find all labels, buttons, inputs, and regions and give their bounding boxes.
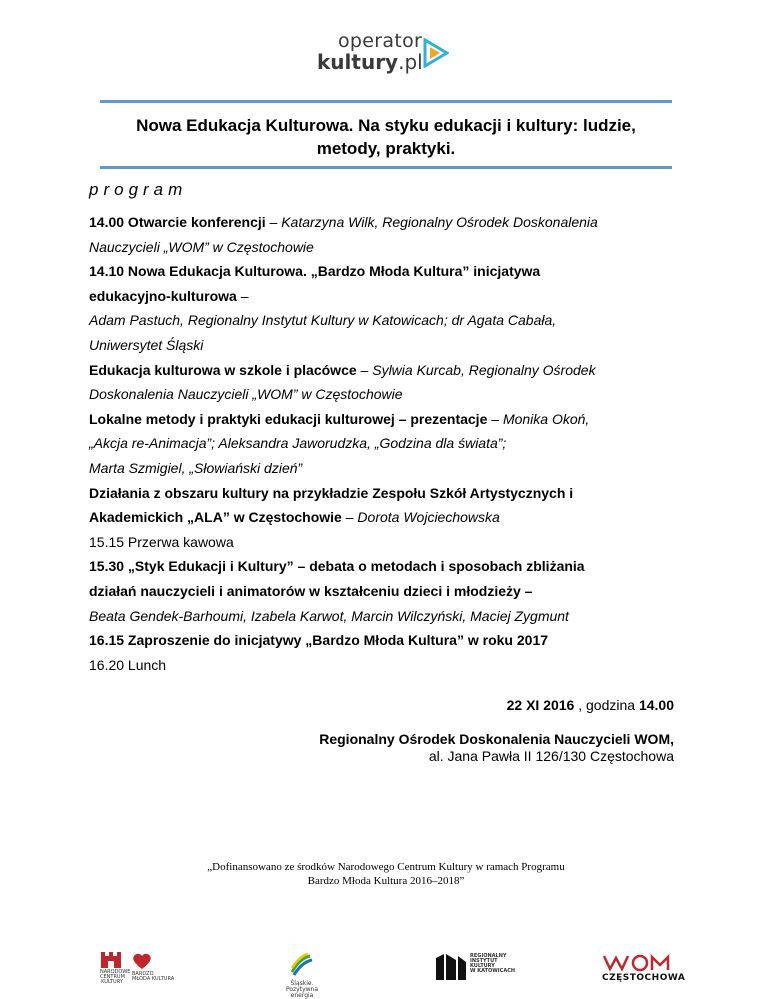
funding-line-2: Bardzo Młoda Kultura 2016–2018”: [307, 875, 465, 887]
program-line-italic: Dorota Wojciechowska: [357, 509, 500, 526]
program-line-sep: –: [341, 509, 358, 526]
slaskie-text: Śląskie. Pozytywna energia: [285, 980, 319, 999]
program-line-plain: 16.20 Lunch: [89, 656, 167, 673]
rik-text: REGIONALNY INSTYTUT KULTURY W KATOWICACH: [470, 953, 516, 974]
sponsor-logos-nck-bmk: [100, 952, 190, 985]
program-line-italic: Monika Okoń,: [502, 410, 590, 427]
event-date: 22 XI 2016 , godzina 14.00: [506, 697, 674, 713]
wom-text: CZĘSTOCHOWA: [602, 973, 686, 983]
program-line: [89, 431, 689, 456]
title-line-2: metody, praktyki.: [316, 139, 456, 158]
program-line: [89, 333, 689, 358]
top-rule: [100, 100, 672, 103]
program-line-bold: 16.15 Zaproszenie do inicjatywy „Bardzo Młoda Kultura” w roku 2017: [89, 632, 549, 649]
program-line-bold: 14.00 Otwarcie konferencji: [89, 214, 266, 230]
venue-address: al. Jana Pawła II 126/130 Częstochowa: [428, 748, 674, 764]
program-line: [89, 505, 689, 530]
program-line-italic: „Akcja re-Animacja”; Aleksandra Jaworudzka, „Godzina dla świata”;: [89, 435, 507, 452]
program-line: [89, 628, 689, 653]
program-line: [89, 284, 689, 309]
program-line: [89, 259, 689, 284]
document-title: [100, 114, 672, 160]
funding-note: [100, 860, 672, 888]
flame-icon: [288, 952, 314, 978]
program-line-bold: edukacyjno-kulturowa: [89, 287, 237, 304]
program-line: [89, 407, 689, 432]
title-line-1: Nowa Edukacja Kulturowa. Na styku edukacji i kultury: ludzie,: [136, 116, 636, 135]
program-line-bold: Działania z obszaru kultury na przykładzie Zespołu Szkół Artystycznych i: [89, 484, 574, 501]
program-line-italic: Uniwersytet Śląski: [89, 336, 204, 353]
program-line-bold: Edukacja kulturowa w szkole i placówce: [89, 361, 357, 378]
program-line: [89, 358, 689, 383]
program-list: [89, 210, 689, 677]
program-line-bold: 14.10 Nowa Edukacja Kulturowa. „Bardzo Młoda Kultura” inicjatywa: [89, 263, 541, 280]
slaskie-logo: [274, 952, 330, 999]
program-line-italic: Sylwia Kurcab, Regionalny Ośrodek: [372, 361, 596, 378]
logo-word-kultury: kultury.pl: [317, 50, 423, 74]
program-line-bold: 15.30 „Styk Edukacji i Kultury” – debata o metodach i sposobach zbliżania: [89, 558, 585, 575]
event-venue: [319, 731, 674, 765]
program-line-bold: Akademickich „ALA” w Częstochowie: [89, 509, 342, 526]
program-line-bold: działań nauczycieli i animatorów w kształceniu dzieci i młodzieży –: [89, 582, 533, 599]
program-label: program: [89, 180, 188, 199]
program-line-sep: –: [265, 214, 282, 230]
logo-word-operator: operator: [338, 30, 423, 52]
program-line-italic: Adam Pastuch, Regionalny Instytut Kultury w Katowicach; dr Agata Cabała,: [89, 312, 557, 329]
program-line-italic: Beata Gendek-Barhoumi, Izabela Karwot, Marcin Wilczyński, Maciej Zygmunt: [89, 607, 569, 624]
program-line: [89, 235, 689, 260]
program-line: [89, 481, 689, 506]
program-line: [89, 604, 689, 629]
program-line-sep: –: [487, 410, 503, 427]
rik-letters-icon: [436, 954, 466, 980]
operator-kultury-logo: [311, 30, 471, 82]
program-line-bold: Lokalne metody i praktyki edukacji kulturowej – prezentacje: [89, 410, 488, 427]
rik-logo: [436, 953, 516, 982]
program-line-sep: –: [356, 361, 373, 378]
wom-czestochowa-logo: [598, 952, 686, 984]
wom-icon: [602, 952, 676, 972]
castle-icon: [100, 952, 122, 968]
heart-icon: [132, 952, 152, 970]
program-line: [89, 210, 689, 235]
bmk-text: BARDZO MŁODA KULTURA: [132, 971, 175, 982]
program-line-italic: Nauczycieli „WOM” w Częstochowie: [89, 238, 314, 255]
venue-name: Regionalny Ośrodek Doskonalenia Nauczycieli WOM,: [319, 731, 674, 747]
program-line: [89, 530, 689, 555]
program-line: [89, 579, 689, 604]
program-line-italic: Doskonalenia Nauczycieli „WOM” w Częstochowie: [89, 386, 403, 403]
program-line-plain: 15.15 Przerwa kawowa: [89, 533, 234, 550]
program-line: [89, 382, 689, 407]
program-line: [89, 653, 689, 678]
funding-line-1: „Dofinansowano ze środków Narodowego Centrum Kultury w ramach Programu: [207, 861, 565, 873]
program-line: [89, 554, 689, 579]
program-line-italic: Katarzyna Wilk, Regionalny Ośrodek Doskonalenia: [281, 214, 598, 230]
nck-text: NARODOWE CENTRUM KULTURY: [100, 969, 131, 985]
program-line-italic: Marta Szmigiel, „Słowiański dzień”: [89, 459, 303, 476]
program-line: [89, 308, 689, 333]
bottom-rule: [100, 166, 672, 169]
program-line-sep: –: [236, 287, 249, 304]
play-triangle-icon: [423, 38, 449, 68]
program-line: [89, 456, 689, 481]
